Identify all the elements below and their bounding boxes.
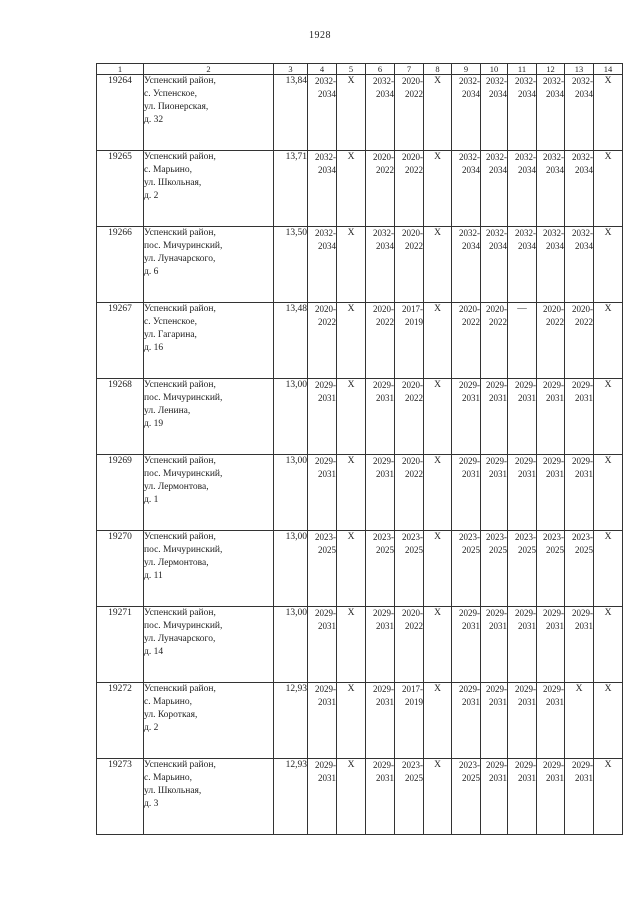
address-line: Успенский район, xyxy=(144,152,216,162)
column-header: 7 xyxy=(395,64,424,75)
period-cell: 2029-2031 xyxy=(452,379,481,455)
address-line: пос. Мичуринский, xyxy=(144,393,223,403)
not-applicable-cell: X xyxy=(337,75,366,151)
address-line: Успенский район, xyxy=(144,760,216,770)
table-row xyxy=(97,151,623,227)
not-applicable-cell: X xyxy=(594,759,623,835)
table-row xyxy=(97,303,623,379)
page-number: 1928 xyxy=(309,30,331,41)
period-cell: 2020-2022 xyxy=(395,607,424,683)
period-cell: 2032-2034 xyxy=(508,227,537,303)
address-line: Успенский район, xyxy=(144,76,216,86)
period-cell: 2020-2022 xyxy=(395,455,424,531)
period-cell: 2032-2034 xyxy=(565,75,594,151)
not-applicable-cell: X xyxy=(337,303,366,379)
period-cell: 2029-2031 xyxy=(508,455,537,531)
table-row xyxy=(97,227,623,303)
address-line: д. 32 xyxy=(144,115,164,125)
period-cell: 2029-2031 xyxy=(366,379,395,455)
address-cell xyxy=(144,455,274,531)
period-cell: 2023-2025 xyxy=(395,759,424,835)
area-cell: 13,00 xyxy=(274,379,308,455)
period-cell: 2032-2034 xyxy=(508,151,537,227)
not-applicable-cell: X xyxy=(594,227,623,303)
table-row xyxy=(97,759,623,835)
period-cell: 2032-2034 xyxy=(452,227,481,303)
period-cell: 2023-2025 xyxy=(366,531,395,607)
period-cell: 2029-2031 xyxy=(308,683,337,759)
area-cell: 12,93 xyxy=(274,683,308,759)
address-cell xyxy=(144,303,274,379)
period-cell: 2029-2031 xyxy=(537,683,565,759)
address-line: д. 16 xyxy=(144,343,164,353)
area-cell: 13,00 xyxy=(274,455,308,531)
period-cell: 2020-2022 xyxy=(308,303,337,379)
column-header: 11 xyxy=(508,64,537,75)
not-applicable-cell: X xyxy=(424,227,452,303)
address-line: с. Успенское, xyxy=(144,89,197,99)
period-cell: 2032-2034 xyxy=(366,227,395,303)
address-line: д. 11 xyxy=(144,571,163,581)
period-cell: 2023-2025 xyxy=(537,531,565,607)
column-header: 12 xyxy=(537,64,565,75)
building-id-cell: 19266 xyxy=(97,227,144,303)
address-line: ул. Лермонтова, xyxy=(144,558,209,568)
column-header: 13 xyxy=(565,64,594,75)
period-cell: 2029-2031 xyxy=(308,379,337,455)
period-cell: 2029-2031 xyxy=(508,379,537,455)
period-cell: 2029-2031 xyxy=(481,379,508,455)
period-cell: 2029-2031 xyxy=(481,683,508,759)
period-cell: 2029-2031 xyxy=(508,683,537,759)
not-applicable-cell: — xyxy=(508,303,537,379)
not-applicable-cell: X xyxy=(337,379,366,455)
period-cell: 2029-2031 xyxy=(537,455,565,531)
address-line: пос. Мичуринский, xyxy=(144,621,223,631)
area-cell: 12,93 xyxy=(274,759,308,835)
address-line: Успенский район, xyxy=(144,684,216,694)
building-id-cell: 19268 xyxy=(97,379,144,455)
not-applicable-cell: X xyxy=(337,531,366,607)
building-id-cell: 19267 xyxy=(97,303,144,379)
period-cell: 2020-2022 xyxy=(481,303,508,379)
period-cell: 2032-2034 xyxy=(308,151,337,227)
address-line: с. Марьино, xyxy=(144,697,193,707)
period-cell: 2020-2022 xyxy=(395,379,424,455)
period-cell: 2032-2034 xyxy=(537,75,565,151)
building-id-cell: 19271 xyxy=(97,607,144,683)
building-id-cell: 19265 xyxy=(97,151,144,227)
period-cell: 2029-2031 xyxy=(308,607,337,683)
building-id-cell: 19273 xyxy=(97,759,144,835)
period-cell: 2032-2034 xyxy=(481,227,508,303)
not-applicable-cell: X xyxy=(594,303,623,379)
period-cell: 2032-2034 xyxy=(366,75,395,151)
table-row xyxy=(97,75,623,151)
not-applicable-cell: X xyxy=(424,303,452,379)
not-applicable-cell: X xyxy=(337,607,366,683)
period-cell: 2032-2034 xyxy=(452,151,481,227)
address-line: Успенский район, xyxy=(144,380,216,390)
address-line: Успенский район, xyxy=(144,228,216,238)
address-line: ул. Короткая, xyxy=(144,710,198,720)
period-cell: 2029-2031 xyxy=(565,759,594,835)
period-cell: 2029-2031 xyxy=(565,379,594,455)
period-cell: 2029-2031 xyxy=(508,607,537,683)
address-line: д. 14 xyxy=(144,647,164,657)
period-cell: 2029-2031 xyxy=(308,455,337,531)
period-cell: 2023-2025 xyxy=(481,531,508,607)
column-header: 14 xyxy=(594,64,623,75)
building-id-cell: 19270 xyxy=(97,531,144,607)
area-cell: 13,71 xyxy=(274,151,308,227)
address-cell xyxy=(144,379,274,455)
period-cell: 2029-2031 xyxy=(537,379,565,455)
period-cell: 2032-2034 xyxy=(452,75,481,151)
period-cell: 2020-2022 xyxy=(565,303,594,379)
period-cell: 2020-2022 xyxy=(395,75,424,151)
period-cell: 2029-2031 xyxy=(481,759,508,835)
table-row xyxy=(97,607,623,683)
address-line: д. 1 xyxy=(144,495,159,505)
not-applicable-cell: X xyxy=(594,455,623,531)
address-line: ул. Школьная, xyxy=(144,178,202,188)
period-cell: 2029-2031 xyxy=(481,607,508,683)
address-line: д. 3 xyxy=(144,799,159,809)
period-cell: 2029-2031 xyxy=(366,455,395,531)
not-applicable-cell: X xyxy=(594,151,623,227)
building-id-cell: 19272 xyxy=(97,683,144,759)
column-header: 1 xyxy=(97,64,144,75)
period-cell: 2017-2019 xyxy=(395,683,424,759)
address-cell xyxy=(144,683,274,759)
period-cell: 2029-2031 xyxy=(452,607,481,683)
period-cell: 2029-2031 xyxy=(452,455,481,531)
period-cell: 2032-2034 xyxy=(308,75,337,151)
address-cell xyxy=(144,75,274,151)
period-cell: 2020-2022 xyxy=(537,303,565,379)
not-applicable-cell: X xyxy=(594,531,623,607)
area-cell: 13,84 xyxy=(274,75,308,151)
overhaul-schedule-table xyxy=(96,63,623,835)
address-line: Успенский район, xyxy=(144,304,216,314)
area-cell: 13,50 xyxy=(274,227,308,303)
address-cell xyxy=(144,531,274,607)
period-cell: 2032-2034 xyxy=(537,151,565,227)
period-cell: 2029-2031 xyxy=(565,607,594,683)
period-cell: 2029-2031 xyxy=(366,607,395,683)
period-cell: 2017-2019 xyxy=(395,303,424,379)
column-number-row xyxy=(97,64,623,75)
period-cell: 2023-2025 xyxy=(308,531,337,607)
period-cell: 2020-2022 xyxy=(366,303,395,379)
column-header: 8 xyxy=(424,64,452,75)
address-line: д. 2 xyxy=(144,191,159,201)
address-cell xyxy=(144,759,274,835)
column-header: 9 xyxy=(452,64,481,75)
table-row xyxy=(97,531,623,607)
period-cell: 2032-2034 xyxy=(565,151,594,227)
not-applicable-cell: X xyxy=(337,227,366,303)
not-applicable-cell: X xyxy=(424,759,452,835)
not-applicable-cell: X xyxy=(565,683,594,759)
address-cell xyxy=(144,607,274,683)
not-applicable-cell: X xyxy=(424,607,452,683)
period-cell: 2032-2034 xyxy=(308,227,337,303)
table-row xyxy=(97,455,623,531)
area-cell: 13,00 xyxy=(274,531,308,607)
period-cell: 2023-2025 xyxy=(508,531,537,607)
address-line: с. Успенское, xyxy=(144,317,197,327)
address-line: ул. Лермонтова, xyxy=(144,482,209,492)
address-cell xyxy=(144,227,274,303)
building-id-cell: 19264 xyxy=(97,75,144,151)
period-cell: 2032-2034 xyxy=(481,75,508,151)
address-line: Успенский район, xyxy=(144,608,216,618)
not-applicable-cell: X xyxy=(337,683,366,759)
not-applicable-cell: X xyxy=(424,683,452,759)
column-header: 3 xyxy=(274,64,308,75)
address-line: ул. Школьная, xyxy=(144,786,202,796)
area-cell: 13,00 xyxy=(274,607,308,683)
column-header: 4 xyxy=(308,64,337,75)
table-row xyxy=(97,379,623,455)
address-line: ул. Гагарина, xyxy=(144,330,197,340)
address-line: Успенский район, xyxy=(144,532,216,542)
period-cell: 2032-2034 xyxy=(565,227,594,303)
not-applicable-cell: X xyxy=(424,455,452,531)
period-cell: 2020-2022 xyxy=(395,151,424,227)
address-line: д. 2 xyxy=(144,723,159,733)
address-line: ул. Луначарского, xyxy=(144,254,216,264)
not-applicable-cell: X xyxy=(594,607,623,683)
period-cell: 2023-2025 xyxy=(565,531,594,607)
address-line: ул. Луначарского, xyxy=(144,634,216,644)
period-cell: 2020-2022 xyxy=(366,151,395,227)
period-cell: 2029-2031 xyxy=(366,683,395,759)
not-applicable-cell: X xyxy=(337,151,366,227)
not-applicable-cell: X xyxy=(424,75,452,151)
period-cell: 2032-2034 xyxy=(537,227,565,303)
address-line: с. Марьино, xyxy=(144,773,193,783)
not-applicable-cell: X xyxy=(337,759,366,835)
not-applicable-cell: X xyxy=(424,379,452,455)
address-line: пос. Мичуринский, xyxy=(144,545,223,555)
period-cell: 2029-2031 xyxy=(481,455,508,531)
column-header: 10 xyxy=(481,64,508,75)
not-applicable-cell: X xyxy=(594,75,623,151)
address-line: ул. Пионерская, xyxy=(144,102,209,112)
period-cell: 2029-2031 xyxy=(508,759,537,835)
not-applicable-cell: X xyxy=(337,455,366,531)
address-line: д. 19 xyxy=(144,419,164,429)
column-header: 5 xyxy=(337,64,366,75)
not-applicable-cell: X xyxy=(424,151,452,227)
address-line: ул. Ленина, xyxy=(144,406,191,416)
table-row xyxy=(97,683,623,759)
period-cell: 2029-2031 xyxy=(565,455,594,531)
period-cell: 2020-2022 xyxy=(395,227,424,303)
column-header: 2 xyxy=(144,64,274,75)
not-applicable-cell: X xyxy=(594,379,623,455)
period-cell: 2032-2034 xyxy=(481,151,508,227)
address-line: Успенский район, xyxy=(144,456,216,466)
address-line: с. Марьино, xyxy=(144,165,193,175)
period-cell: 2029-2031 xyxy=(366,759,395,835)
not-applicable-cell: X xyxy=(594,683,623,759)
address-cell xyxy=(144,151,274,227)
building-id-cell: 19269 xyxy=(97,455,144,531)
period-cell: 2029-2031 xyxy=(452,683,481,759)
period-cell: 2029-2031 xyxy=(537,607,565,683)
address-line: пос. Мичуринский, xyxy=(144,241,223,251)
period-cell: 2023-2025 xyxy=(395,531,424,607)
address-line: пос. Мичуринский, xyxy=(144,469,223,479)
address-line: д. 6 xyxy=(144,267,159,277)
not-applicable-cell: X xyxy=(424,531,452,607)
column-header: 6 xyxy=(366,64,395,75)
period-cell: 2029-2031 xyxy=(537,759,565,835)
period-cell: 2032-2034 xyxy=(508,75,537,151)
period-cell: 2029-2031 xyxy=(308,759,337,835)
period-cell: 2020-2022 xyxy=(452,303,481,379)
period-cell: 2023-2025 xyxy=(452,531,481,607)
area-cell: 13,48 xyxy=(274,303,308,379)
period-cell: 2023-2025 xyxy=(452,759,481,835)
